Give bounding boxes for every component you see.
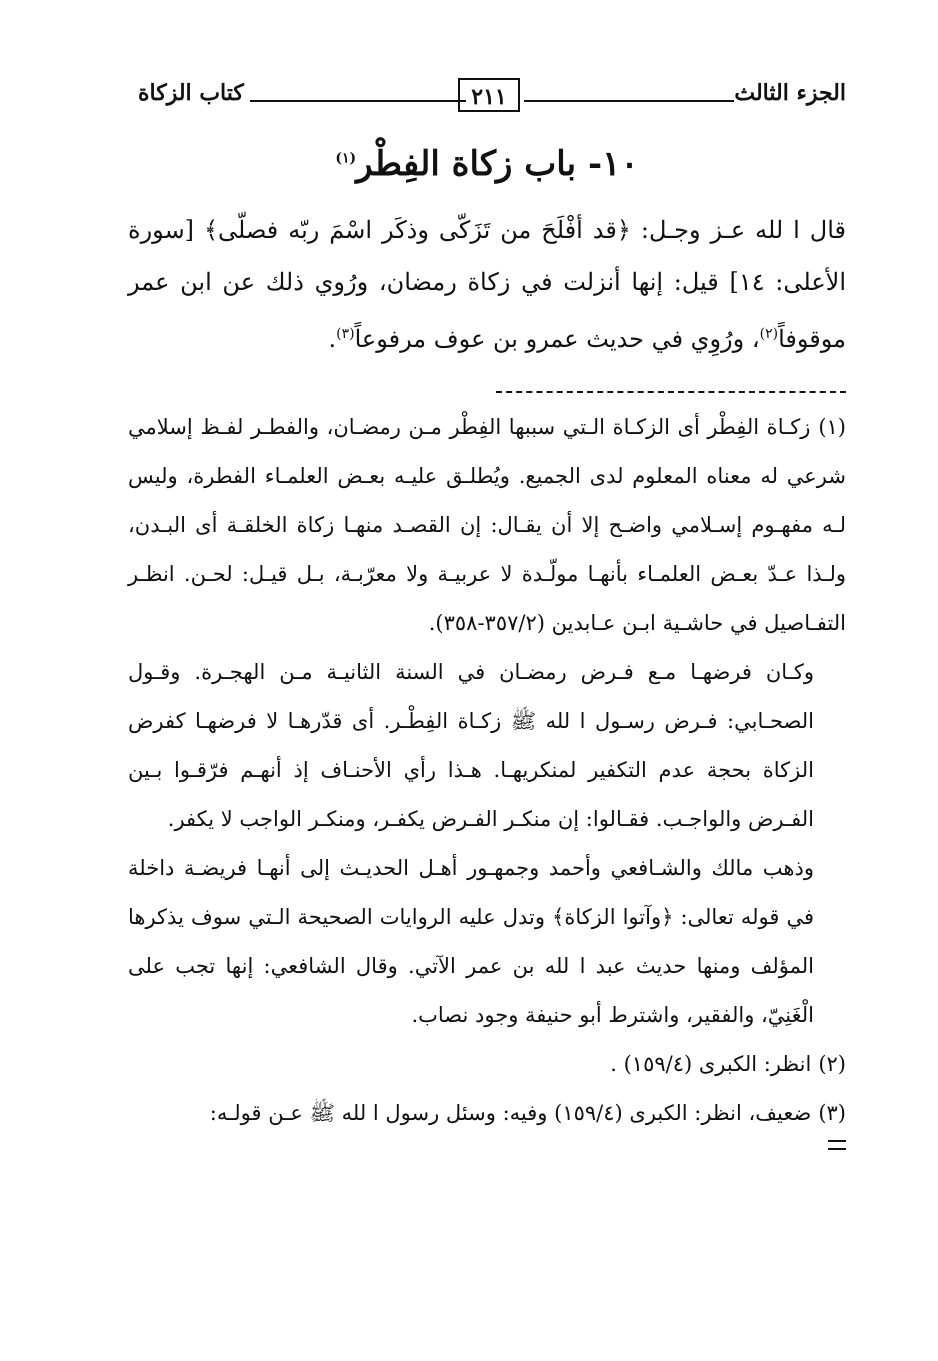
footnotes — [128, 403, 846, 1150]
footnote-divider — [496, 391, 846, 393]
volume-label: الجزء الثالث — [734, 80, 846, 106]
footnote-1-number: (١) — [818, 415, 846, 439]
header-rule-right — [524, 100, 734, 102]
main-text-part-2: ، ورُوِي في حديث عمرو بن عوف مرفوعاً — [354, 325, 760, 353]
footnote-1-para-1 — [128, 403, 846, 648]
page-number: ٢١١ — [458, 78, 520, 112]
chapter-title-text: ١٠- باب زكاة الفِطْر — [356, 144, 639, 184]
footnote-2-text: انظر: الكبرى (١٥٩/٤) . — [610, 1052, 812, 1076]
footnote-1-text-2: وكـان فرضهـا مـع فـرض رمضـان في السنة الثانيـة مـن الهجـرة. وقـول الصحـابي: فـرض رسـول ا لله ﷺ زكـاة الفِطْـر. أى قدّرهـا لا فرضهـا كفرض الزكاة بحجة عدم التكفير لمنكريهـا. هـذا رأي الأحنـاف إذ أنهـم فرّقـوا بـين الفـرض والواجـب. فقـالوا: إن منكـر الفـرض يكفـر، ومنكـر الواجب لا يكفر. — [128, 660, 814, 831]
continuation-mark — [828, 1140, 846, 1150]
footnote-3 — [128, 1089, 846, 1138]
footnote-1-text-1: زكـاة الفِطْر أى الزكـاة الـتي سببها الفِطْر مـن رمضـان، والفطـر لفـظ إسلامي شرعي له معناه المعلوم لدى الجميع. ويُطلـق عليـه بعـض العلمـاء الفطرة، وليس لـه مفهـوم إسـلامي واضـح إلا أن يقـال: إن القصـد منهـا زكاة الخلقـة أى البـدن، ولـذا عـدّ بعـض العلمـاء بأنهـا مولّـدة لا عربيـة ولا معرّبـة، بـل قيـل: لحـن. انظـر التفـاصيل في حاشـية ابـن عـابدين (٣٥٧/٢-٣٥٨). — [128, 415, 846, 635]
main-paragraph — [128, 204, 846, 365]
main-text-part-3: . — [328, 325, 337, 353]
footnote-1-text-3: وذهب مالك والشـافعي وأحمد وجمهـور أهـل الحديـث إلى أنهـا فريضـة داخلة في قوله تعالى: ﴿وآتوا الزكاة﴾ وتدل عليه الروايات الصحيحة الـتي سوف يذكرها المؤلف ومنها حديث عبد ا لله بن عمر الآتي. وقال الشافعي: إنها تجب على الْغَنِيّ، والفقير، واشترط أبو حنيفة وجود نصاب. — [128, 856, 814, 1027]
book-label: كتاب الزكاة — [138, 80, 244, 106]
footnote-ref-2: (٢) — [759, 326, 779, 342]
chapter-title — [128, 144, 846, 184]
footnote-1-para-2 — [128, 648, 846, 844]
footnote-3-text: ضعيف، انظر: الكبرى (١٥٩/٤) وفيه: وسئل رسول ا لله ﷺ عـن قولـه: — [209, 1101, 812, 1125]
footnote-2 — [128, 1040, 846, 1089]
main-text-part-1: قال ا لله عـز وجـل: ﴿قد أفْلَحَ من تَزَكّى وذكَر اسْمَ ربّه فصلّى﴾ [سورة الأعلى: ١٤] قيل: إنها أنزلت في زكاة رمضان، ورُوي ذلك عن ابن عمر موقوفاً — [128, 216, 846, 353]
header-rule-left — [250, 100, 466, 102]
footnote-3-number: (٣) — [818, 1101, 846, 1125]
footnote-ref-1: (١) — [335, 150, 357, 167]
footnote-2-number: (٢) — [818, 1052, 846, 1076]
footnote-ref-3: (٣) — [336, 326, 355, 342]
running-header — [128, 66, 846, 122]
footnote-1-para-3 — [128, 844, 846, 1040]
